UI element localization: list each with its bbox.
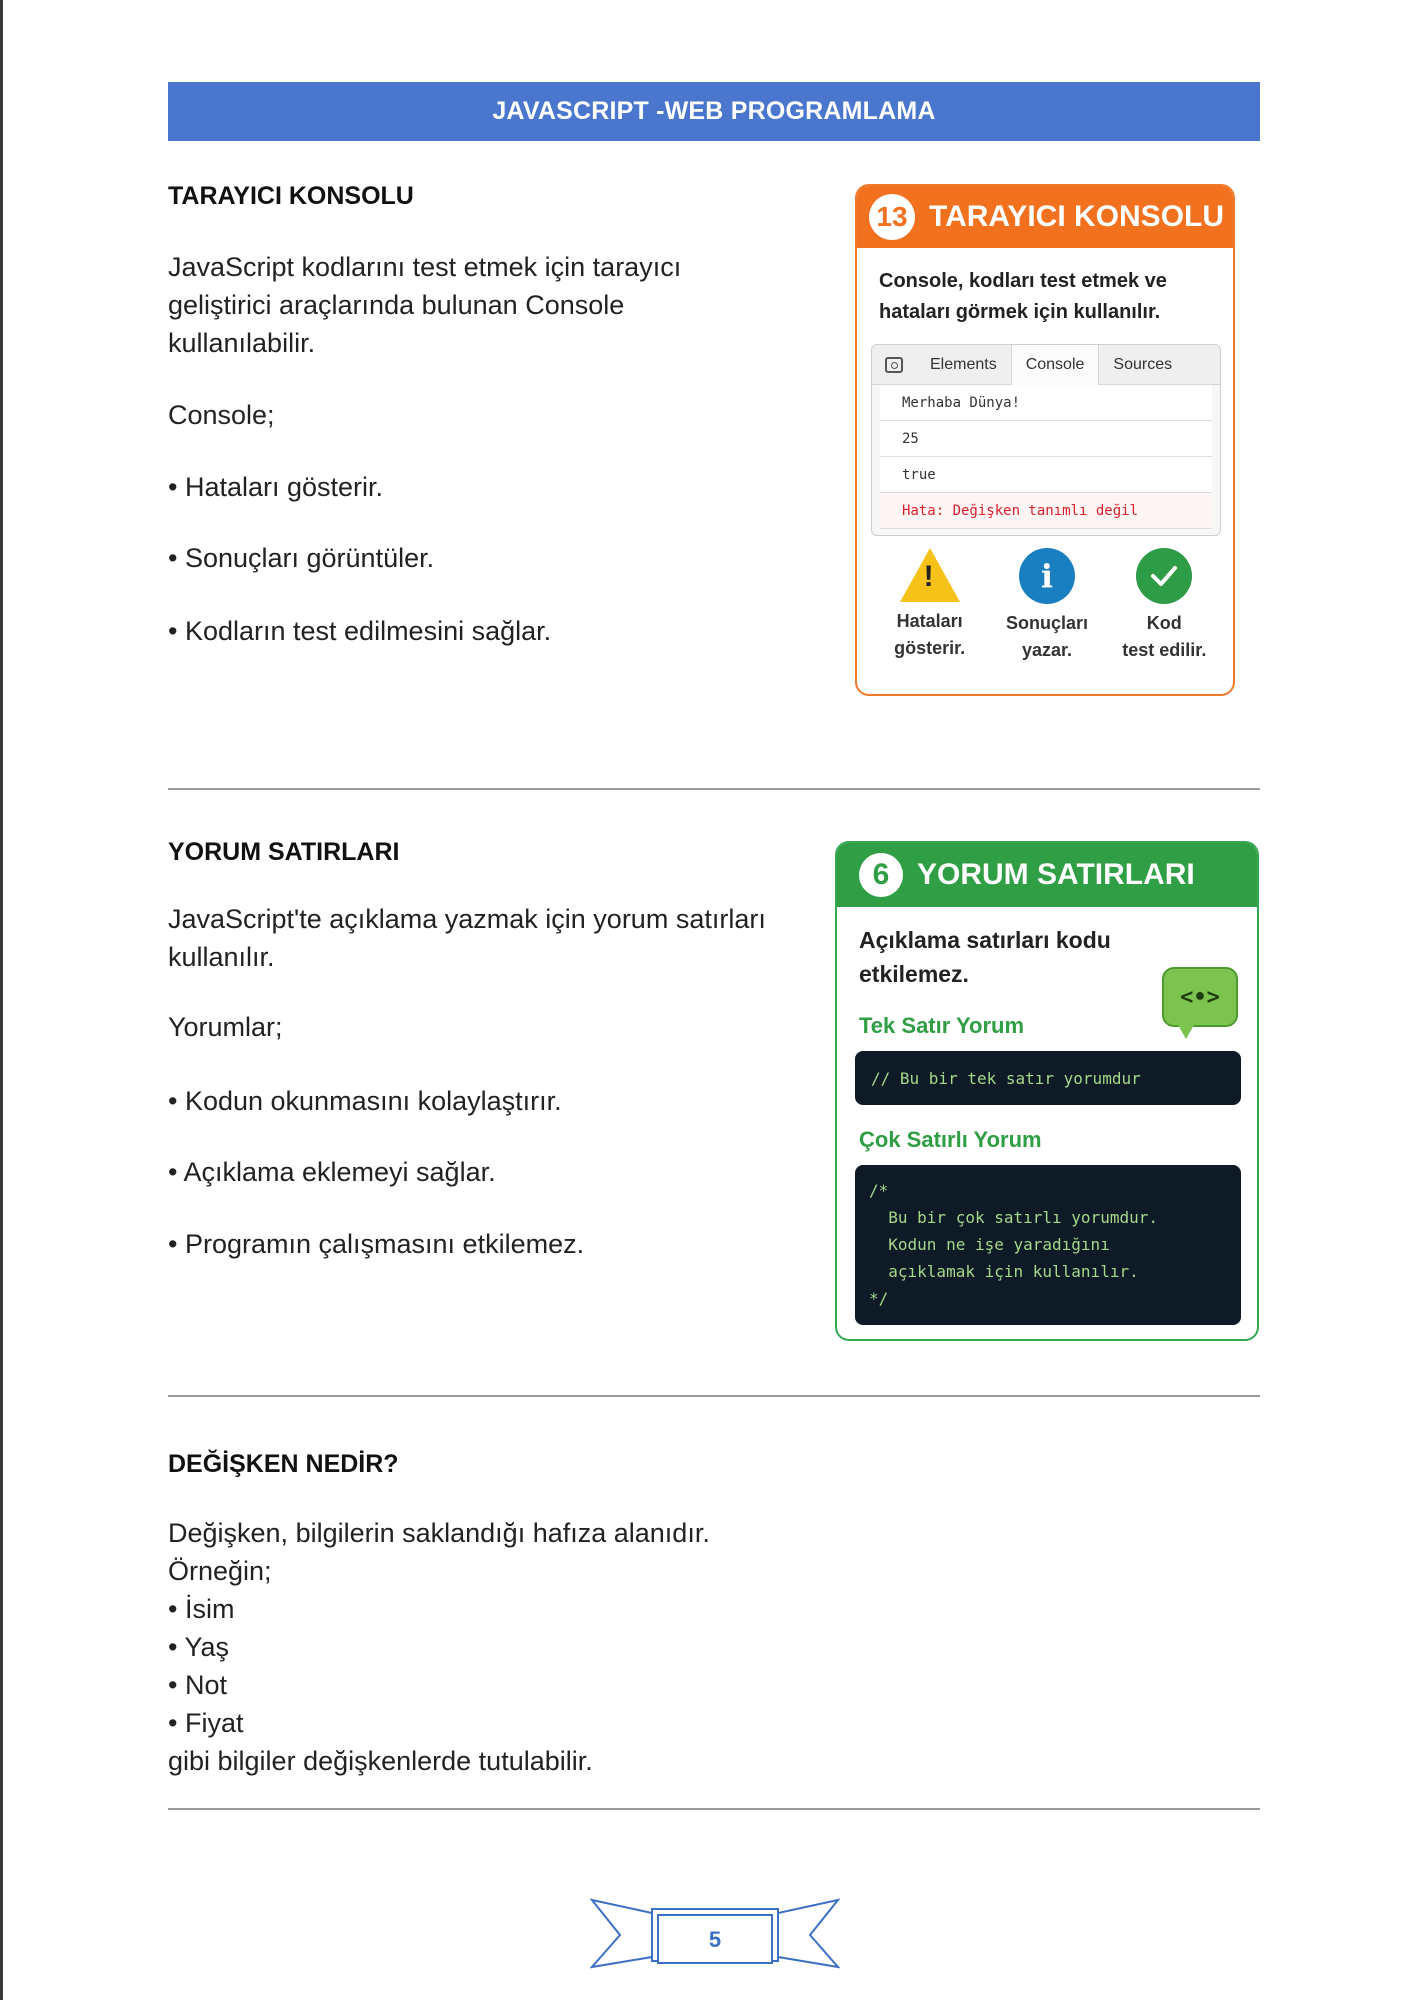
caption-line: Kod	[1146, 613, 1182, 633]
page-left-border	[0, 0, 3, 2000]
multi-line-label: Çok Satırlı Yorum	[859, 1127, 1042, 1152]
body-line: • Fiyat	[168, 1708, 244, 1738]
bullet-item: • Sonuçları görüntüler.	[168, 543, 435, 573]
section-divider	[168, 1808, 1260, 1810]
body-line: • İsim	[168, 1594, 235, 1624]
section-paragraph-console	[168, 248, 808, 362]
feature-caption	[1122, 610, 1206, 664]
console-info-card	[855, 184, 1235, 696]
section-body-variables	[168, 1514, 968, 1780]
comments-info-card	[835, 841, 1259, 1341]
paragraph-line: JavaScript'te açıklama yazmak için yorum satırları	[168, 904, 766, 934]
console-output-line: true	[880, 457, 1212, 493]
comments-intro: Yorumlar;	[168, 1012, 283, 1042]
console-error-line: Hata: Değişken tanımlı değil	[880, 493, 1212, 529]
body-line: • Not	[168, 1670, 227, 1700]
card-title: TARAYICI KONSOLU	[929, 200, 1225, 233]
bullet-item: • Hataları gösterir.	[168, 472, 384, 502]
card-number-badge: 6	[859, 853, 903, 897]
warning-icon	[900, 548, 960, 602]
bullet-item: • Açıklama eklemeyi sağlar.	[168, 1157, 496, 1187]
page-header: JAVASCRIPT -WEB PROGRAMLAMA	[168, 82, 1260, 141]
card-header	[837, 843, 1257, 907]
bullet-item: • Programın çalışmasını etkilemez.	[168, 1229, 585, 1259]
feature-errors	[875, 548, 985, 664]
card-description: Console, kodları test etmek ve hataları görmek için kullanılır.	[879, 270, 1167, 323]
body-line: Örneğin;	[168, 1556, 272, 1586]
paragraph-line: JavaScript kodlarını test etmek için tarayıcı	[168, 252, 682, 282]
body-line: • Yaş	[168, 1632, 229, 1662]
feature-icons-row	[857, 548, 1235, 664]
caption-line: test edilir.	[1122, 640, 1207, 660]
body-line: Değişken, bilgilerin saklandığı hafıza alanıdır.	[168, 1518, 710, 1548]
caption-line: yazar.	[1021, 640, 1072, 660]
code-chat-icon: <•>	[1162, 967, 1238, 1027]
caption-line: Hataları	[896, 611, 963, 631]
bullet-item: • Kodun okunmasını kolaylaştırır.	[168, 1086, 562, 1116]
feature-results	[992, 548, 1102, 664]
page-number: 5	[708, 1927, 722, 1952]
card-title: YORUM SATIRLARI	[917, 858, 1195, 891]
card-header	[857, 186, 1233, 248]
section-divider	[168, 1395, 1260, 1397]
card-description: Açıklama satırları kodu etkilemez.	[859, 927, 1111, 987]
body-line: gibi bilgiler değişkenlerde tutulabilir.	[168, 1746, 593, 1776]
caption-line: Sonuçları	[1005, 613, 1088, 633]
section-divider	[168, 788, 1260, 790]
feature-caption	[894, 608, 965, 662]
section-paragraph-comments	[168, 900, 818, 976]
check-icon	[1136, 548, 1192, 604]
tab-sources: Sources	[1113, 355, 1173, 373]
single-line-code: // Bu bir tek satır yorumdur	[855, 1051, 1241, 1105]
tab-console: Console	[1011, 345, 1100, 385]
paragraph-line: geliştirici araçlarında bulunan Console	[168, 290, 625, 320]
console-output-line: 25	[880, 421, 1212, 457]
section-heading-console: TARAYICI KONSOLU	[168, 182, 414, 210]
feature-testing	[1109, 548, 1219, 664]
section-heading-variables: DEĞİŞKEN NEDİR?	[168, 1450, 399, 1478]
devtools-console-mock	[871, 344, 1221, 536]
tab-elements: Elements	[930, 355, 997, 373]
card-number-badge: 13	[869, 194, 915, 240]
info-icon: i	[1019, 548, 1075, 604]
console-intro: Console;	[168, 400, 275, 430]
single-line-label: Tek Satır Yorum	[859, 1013, 1025, 1038]
bullet-item: • Kodların test edilmesini sağlar.	[168, 616, 552, 646]
console-output-line: Merhaba Dünya!	[880, 385, 1212, 421]
inspect-icon	[872, 357, 916, 373]
multi-line-code: /* Bu bir çok satırlı yorumdur. Kodun ne işe yaradığını açıklamak için kullanılır. */	[855, 1165, 1241, 1325]
feature-caption	[1006, 610, 1088, 664]
paragraph-line: kullanılır.	[168, 942, 275, 972]
devtools-tabs	[872, 345, 1220, 385]
caption-line: gösterir.	[894, 638, 966, 658]
paragraph-line: kullanılabilir.	[168, 328, 316, 358]
section-heading-comments: YORUM SATIRLARI	[168, 838, 400, 866]
